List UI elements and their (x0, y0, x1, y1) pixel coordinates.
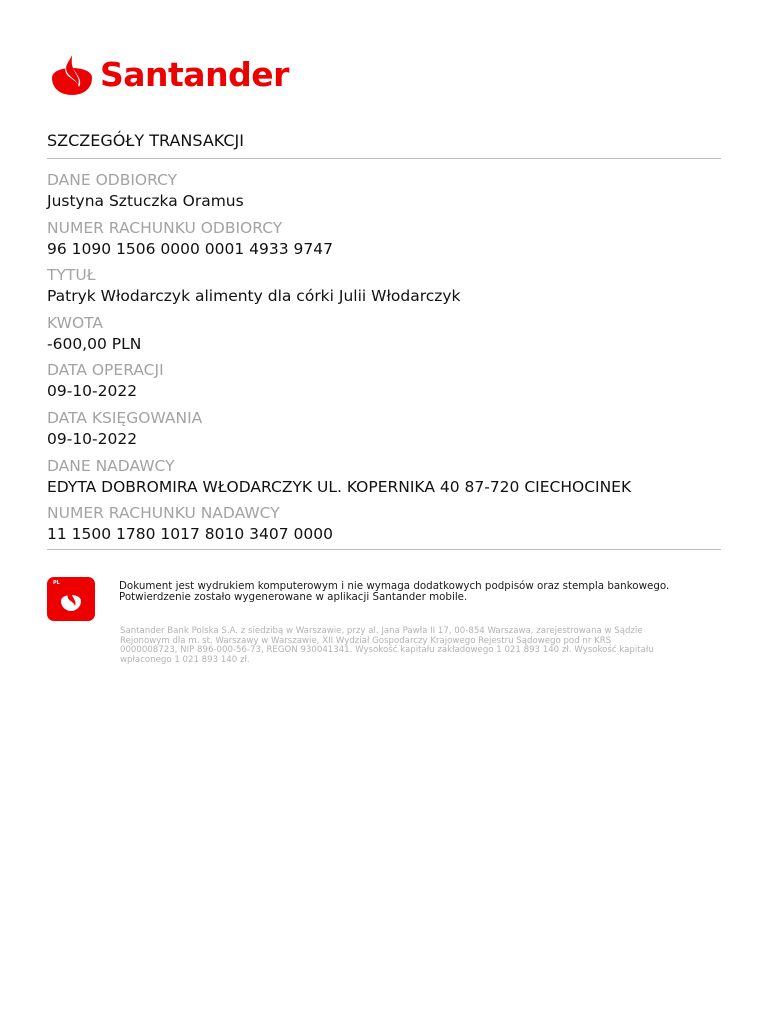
document-notice: Dokument jest wydrukiem komputerowym i nie wymaga dodatkowych podpisów oraz stempla bankowego. Potwierdzenie zostało wygenerowane w aplikacji Santander mobile. (119, 580, 670, 603)
field-label: TYTUŁ (47, 266, 96, 285)
santander-app-badge (47, 577, 95, 621)
field-value: 09-10-2022 (47, 382, 138, 401)
legal-disclaimer: Santander Bank Polska S.A. z siedzibą w Warszawie, przy al. Jana Pawła II 17, 00-854 Warszawa, zarejestrowana w Sądzie Rejonowym dla m. st. Warszawy w Warszawie, XII Wydział Gospodarczy Krajowego Rejestru Sądowego pod nr KRS 0000008723, NIP 896-000-56-73, REGON 930041341. Wysokość kapitału zakładowego 1 021 893 140 zł. Wysokość kapitału wpłaconego 1 021 893 140 zł. (120, 626, 654, 665)
badge-label: PL (53, 580, 60, 586)
field-sender-account (47, 503, 727, 551)
divider-bottom (47, 549, 721, 550)
santander-flame-icon (60, 586, 82, 612)
field-value: 11 1500 1780 1017 8010 3407 0000 (47, 525, 333, 544)
field-value: EDYTA DOBROMIRA WŁODARCZYK UL. KOPERNIKA 40 87-720 CIECHOCINEK (47, 477, 632, 496)
field-label: DATA OPERACJI (47, 361, 164, 380)
field-recipient-data (47, 170, 727, 218)
flame-icon (50, 54, 94, 96)
field-operation-date (47, 360, 727, 408)
field-title (47, 265, 727, 313)
brand-name: Santander (100, 55, 289, 94)
field-recipient-account (47, 218, 727, 266)
transaction-details (47, 170, 727, 551)
field-label: DATA KSIĘGOWANIA (47, 408, 203, 427)
field-value: Justyna Sztuczka Oramus (47, 192, 244, 210)
page-title: SZCZEGÓŁY TRANSAKCJI (47, 131, 244, 150)
divider-top (47, 158, 721, 159)
field-booking-date (47, 408, 727, 456)
field-sender-data (47, 456, 727, 504)
field-label: NUMER RACHUNKU NADAWCY (47, 504, 280, 523)
field-value: 09-10-2022 (47, 429, 138, 448)
field-amount (47, 313, 727, 361)
santander-logo (50, 54, 289, 96)
field-value: Patryk Włodarczyk alimenty dla córki Julii Włodarczyk (47, 287, 461, 306)
field-label: KWOTA (47, 313, 104, 332)
field-value: 96 1090 1506 0000 0001 4933 9747 (47, 239, 333, 258)
field-label: DANE NADAWCY (47, 456, 175, 475)
field-label: NUMER RACHUNKU ODBIORCY (47, 218, 283, 237)
field-label: DANE ODBIORCY (47, 171, 178, 189)
field-value: -600,00 PLN (47, 334, 142, 353)
